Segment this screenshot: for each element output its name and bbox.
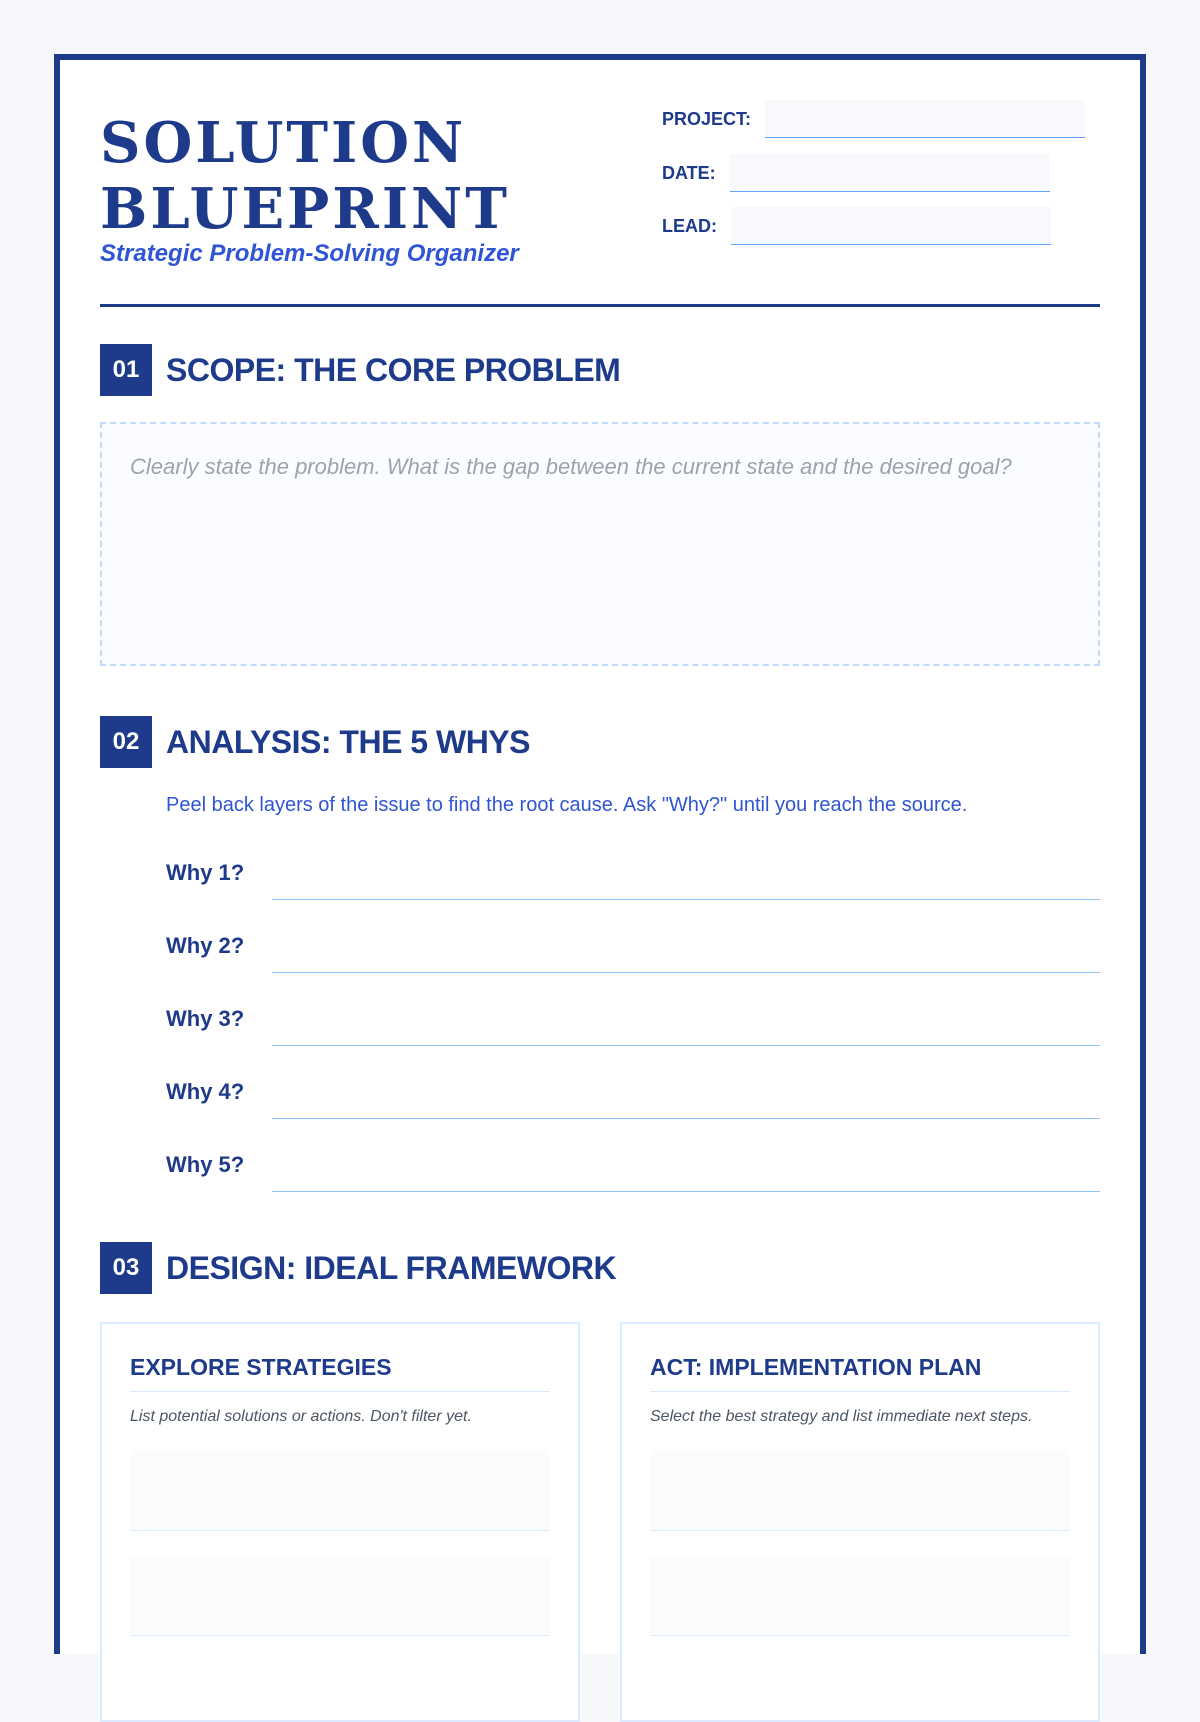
- section-scope-header: [100, 344, 620, 396]
- answer-line[interactable]: [130, 1450, 550, 1531]
- section-title: DESIGN: IDEAL FRAMEWORK: [166, 1249, 617, 1286]
- page-subtitle: Strategic Problem-Solving Organizer: [100, 240, 519, 267]
- why-label: Why 4?: [166, 1079, 245, 1104]
- answer-line[interactable]: [130, 1555, 550, 1636]
- project-field[interactable]: [765, 100, 1085, 138]
- title-line-2: BLUEPRINT: [100, 176, 510, 242]
- why-row-3[interactable]: [166, 1002, 1100, 1046]
- why-label: Why 1?: [166, 860, 245, 885]
- why-label: Why 3?: [166, 1006, 245, 1031]
- project-label: PROJECT:: [662, 109, 752, 129]
- lead-field[interactable]: [731, 207, 1051, 245]
- section-number-badge: 01: [100, 344, 152, 396]
- why-answer-line[interactable]: [272, 1191, 1100, 1193]
- why-label: Why 2?: [166, 933, 245, 958]
- section-number-badge: 03: [100, 1242, 152, 1294]
- section-title: SCOPE: THE CORE PROBLEM: [166, 351, 621, 388]
- card-title: ACT: IMPLEMENTATION PLAN: [650, 1354, 1070, 1392]
- card-title: EXPLORE STRATEGIES: [130, 1354, 550, 1392]
- why-row-1[interactable]: [166, 856, 1100, 900]
- answer-line[interactable]: [650, 1450, 1070, 1531]
- why-label: Why 5?: [166, 1152, 245, 1177]
- implementation-plan-card: [620, 1322, 1100, 1722]
- title-line-1: SOLUTION: [100, 110, 467, 176]
- card-description: Select the best strategy and list immediate next steps.: [650, 1408, 1033, 1425]
- scope-text-area[interactable]: [100, 422, 1100, 666]
- scope-placeholder: Clearly state the problem. What is the gap between the current state and the desired goal?: [130, 454, 1012, 479]
- why-row-2[interactable]: [166, 929, 1100, 973]
- project-row: [662, 100, 1085, 138]
- answer-line[interactable]: [650, 1555, 1070, 1636]
- date-label: DATE:: [662, 163, 716, 183]
- header-divider: [100, 304, 1100, 307]
- lead-label: LEAD:: [662, 216, 717, 236]
- explore-strategies-card: [100, 1322, 580, 1722]
- why-answer-line[interactable]: [272, 1118, 1100, 1120]
- date-field[interactable]: [730, 154, 1050, 192]
- why-answer-line[interactable]: [272, 972, 1100, 974]
- lead-row: [662, 207, 1051, 245]
- section-number-badge: 02: [100, 716, 152, 768]
- date-row: [662, 154, 1050, 192]
- card-description: List potential solutions or actions. Don't filter yet.: [130, 1408, 472, 1425]
- section-analysis-header: [100, 716, 530, 768]
- analysis-description: Peel back layers of the issue to find the root cause. Ask "Why?" until you reach the source.: [166, 794, 968, 816]
- why-answer-line[interactable]: [272, 899, 1100, 901]
- worksheet: [54, 54, 1146, 1654]
- why-row-5[interactable]: [166, 1148, 1100, 1192]
- section-title: ANALYSIS: THE 5 WHYS: [166, 723, 530, 760]
- why-answer-line[interactable]: [272, 1045, 1100, 1047]
- why-row-4[interactable]: [166, 1075, 1100, 1119]
- section-design-header: [100, 1242, 616, 1294]
- page-title: [100, 110, 660, 242]
